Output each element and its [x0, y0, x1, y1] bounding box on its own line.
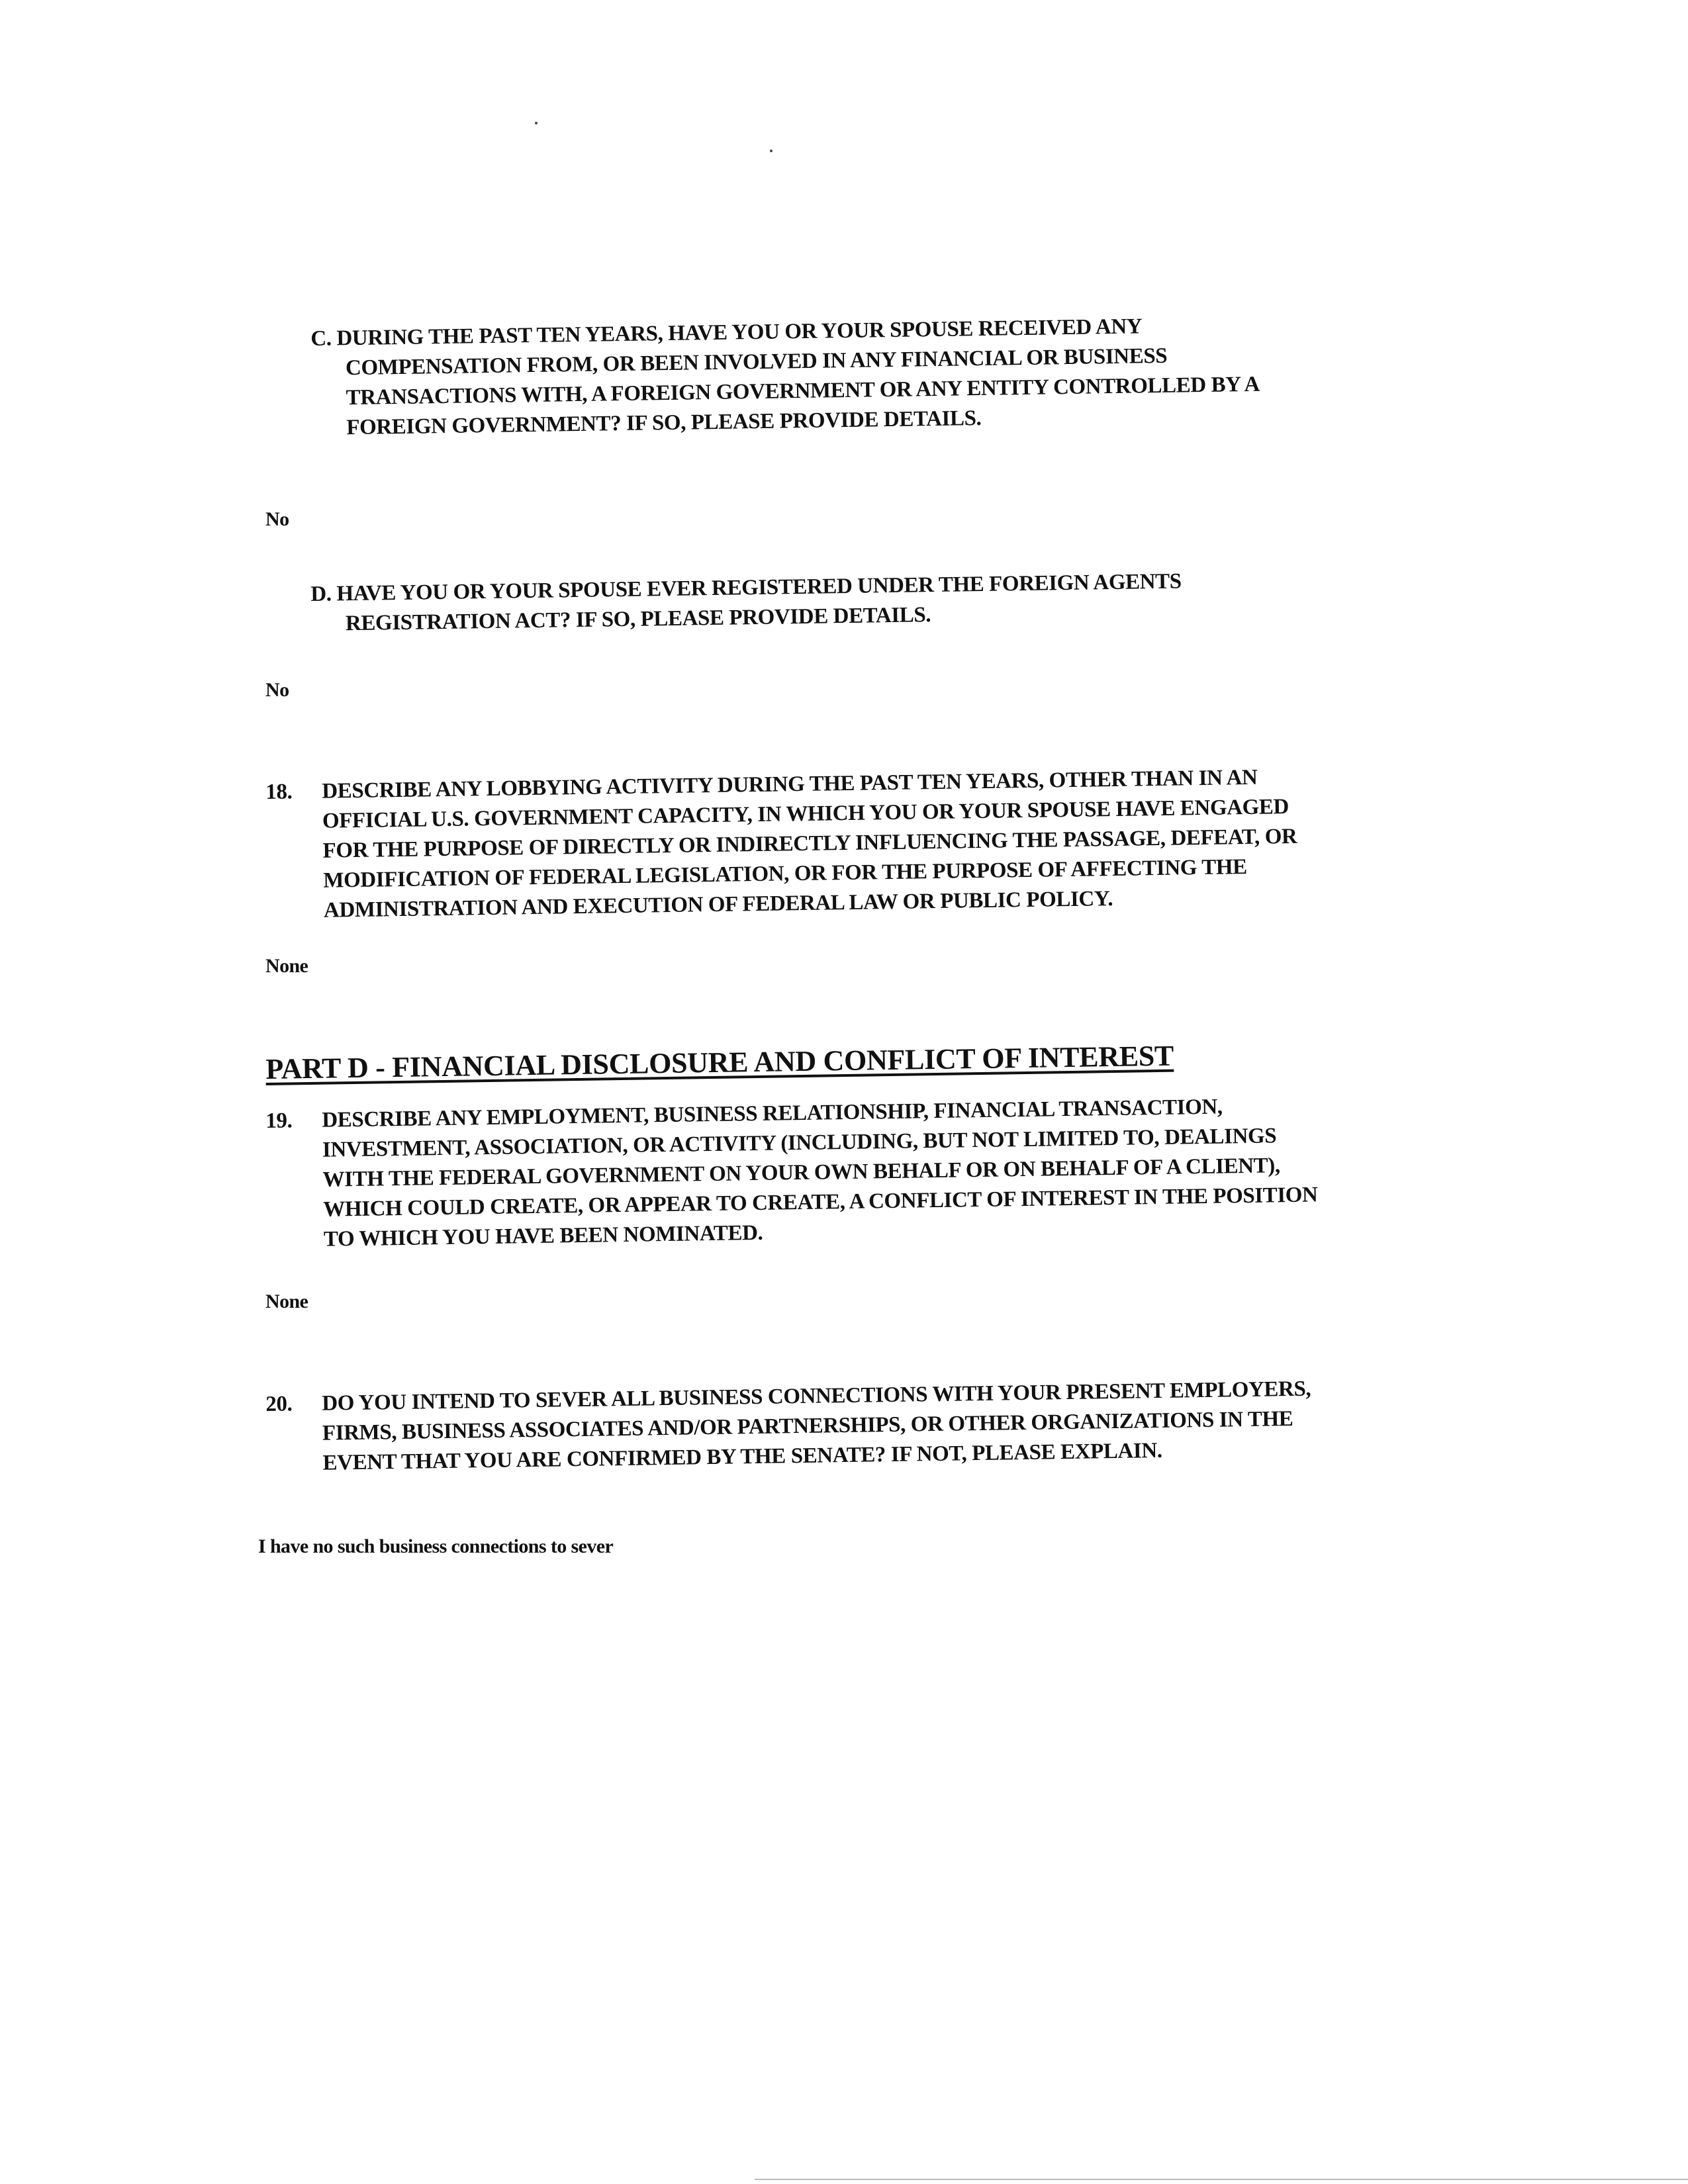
question-line: OFFICIAL U.S. GOVERNMENT CAPACITY, IN WHICH YOU OR YOUR SPOUSE HAVE ENGAGED [322, 795, 1289, 833]
question-18 [265, 760, 1459, 936]
question-line: INVESTMENT, ASSOCIATION, OR ACTIVITY (INCLUDING, BUT NOT LIMITED TO, DEALINGS [322, 1124, 1277, 1162]
question-line: DESCRIBE ANY LOBBYING ACTIVITY DURING THE PAST TEN YEARS, OTHER THAN IN AN [322, 765, 1258, 803]
question-20 [265, 1372, 1458, 1489]
page-bottom-edge [755, 2179, 1688, 2180]
question-19 [265, 1089, 1459, 1265]
scan-speck [770, 150, 773, 152]
question-label: C. [310, 326, 332, 351]
question-line: DO YOU INTEND TO SEVER ALL BUSINESS CONNECTIONS WITH YOUR PRESENT EMPLOYERS, [322, 1377, 1311, 1416]
question-line: TRANSACTIONS WITH, A FOREIGN GOVERNMENT OR ANY ENTITY CONTROLLED BY A [346, 372, 1260, 410]
question-d [310, 567, 1182, 639]
question-line: DURING THE PAST TEN YEARS, HAVE YOU OR YOUR SPOUSE RECEIVED ANY [336, 314, 1143, 351]
answer-20: I have no such business connections to sever [258, 1535, 614, 1557]
question-line: DESCRIBE ANY EMPLOYMENT, BUSINESS RELATIONSHIP, FINANCIAL TRANSACTION, [322, 1095, 1223, 1132]
question-line: WITH THE FEDERAL GOVERNMENT ON YOUR OWN BEHALF OR ON BEHALF OF A CLIENT), [322, 1154, 1280, 1192]
question-line: TO WHICH YOU HAVE BEEN NOMINATED. [323, 1220, 763, 1251]
question-line: COMPENSATION FROM, OR BEEN INVOLVED IN ANY FINANCIAL OR BUSINESS [345, 343, 1168, 381]
question-line: FOREIGN GOVERNMENT? IF SO, PLEASE PROVIDE DETAILS. [346, 406, 982, 440]
question-line: MODIFICATION OF FEDERAL LEGISLATION, OR FOR THE PURPOSE OF AFFECTING THE [323, 855, 1248, 893]
question-line: EVENT THAT YOU ARE CONFIRMED BY THE SENATE? IF NOT, PLEASE EXPLAIN. [322, 1438, 1162, 1475]
question-c [310, 310, 1260, 443]
answer-19: None [265, 1291, 308, 1312]
question-line: WHICH COULD CREATE, OR APPEAR TO CREATE, A CONFLICT OF INTEREST IN THE POSITION [323, 1183, 1318, 1222]
answer-d: No [265, 679, 289, 701]
section-heading-part-d: PART D - FINANCIAL DISCLOSURE AND CONFLICT OF INTEREST [265, 1039, 1174, 1085]
question-line: ADMINISTRATION AND EXECUTION OF FEDERAL LAW OR PUBLIC POLICY. [323, 887, 1113, 923]
question-line: FOR THE PURPOSE OF DIRECTLY OR INDIRECTLY INFLUENCING THE PASSAGE, DEFEAT, OR [322, 824, 1297, 863]
question-label: D. [310, 582, 332, 606]
answer-c: No [265, 508, 289, 530]
question-number: 19. [265, 1109, 293, 1133]
answer-18: None [265, 955, 308, 977]
question-number: 20. [265, 1392, 293, 1416]
scan-speck [535, 122, 538, 124]
question-line: REGISTRATION ACT? IF SO, PLEASE PROVIDE DETAILS. [345, 603, 931, 636]
question-number: 18. [265, 780, 293, 804]
question-line: FIRMS, BUSINESS ASSOCIATES AND/OR PARTNERSHIPS, OR OTHER ORGANIZATIONS IN THE [322, 1406, 1293, 1445]
question-line: HAVE YOU OR YOUR SPOUSE EVER REGISTERED UNDER THE FOREIGN AGENTS [336, 569, 1182, 606]
